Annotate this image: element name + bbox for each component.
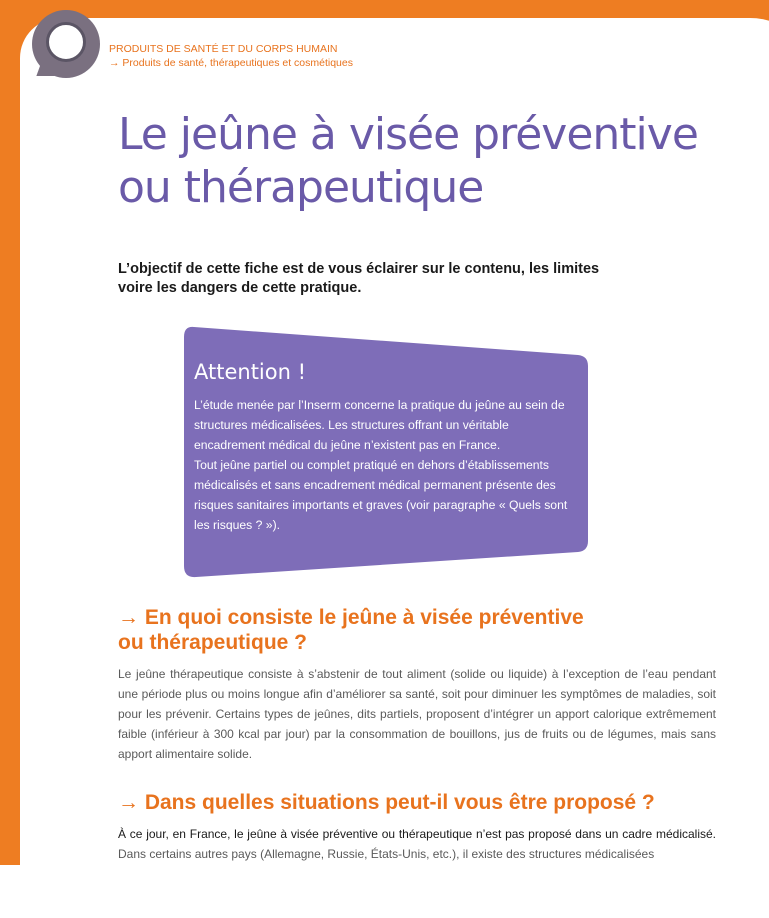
intro-line-2: voire les dangers de cette pratique. — [118, 280, 362, 296]
section-2-lead: À ce jour, en France, le jeûne à visée préventive ou thérapeutique n’est pas proposé dans un cadre médicalisé. — [118, 827, 716, 841]
attention-callout — [182, 325, 588, 579]
section-1-heading-line-1: → En quoi consiste le jeûne à visée préventive — [118, 606, 584, 629]
section-2-body-text: Dans certains autres pays (Allemagne, Russie, États-Unis, etc.), il existe des structures médicalisées — [118, 847, 655, 861]
section-1-heading-line-2: ou thérapeutique ? — [118, 631, 307, 654]
header-subcategory: → Produits de santé, thérapeutiques et cosmétiques — [109, 57, 353, 69]
section-1-body: Le jeûne thérapeutique consiste à s’abstenir de tout aliment (solide ou liquide) à l’exception de l’eau pendant une période plus ou moins longue afin d’améliorer sa santé, soit pour diminuer les symptômes de maladies, soit pour les prévenir. Certains types de jeûnes, dits partiels, proposent d’intégrer un apport calorique extrêmement faible (inférieur à 300 kcal par jour) par la consommation de bouillons, jus de fruits ou de légumes, mais sans apport alimentaire solide. — [118, 667, 716, 761]
header-kicker: LE POINT SUR — [109, 18, 188, 30]
callout-title: Attention ! — [194, 360, 307, 384]
callout-paragraph-1: L’étude menée par l’Inserm concerne la pratique du jeûne au sein de structures médicalisées. Les structures offrant un véritable encadrement médical du jeûne n’existent pas en France. — [194, 398, 565, 452]
callout-paragraph-2: Tout jeûne partiel ou complet pratiqué en dehors d’établissements médicalisés et sans encadrement médical permanent présente des risques sanitaires importants et graves (voir paragraphe « Quels sont les risques ? »). — [194, 458, 568, 532]
title-line-2: ou thérapeutique — [118, 162, 484, 213]
magnifier-lens — [46, 22, 86, 62]
intro-line-1: L’objectif de cette fiche est de vous éclairer sur le contenu, les limites — [118, 261, 600, 277]
intro-text — [118, 260, 678, 298]
section-2-heading: → Dans quelles situations peut-il vous être proposé ? — [118, 791, 655, 814]
section-2-body — [118, 824, 716, 864]
section-1-heading — [118, 605, 638, 655]
callout-body — [194, 395, 576, 535]
title-line-1: Le jeûne à visée préventive — [118, 109, 698, 160]
header-category: PRODUITS DE SANTÉ ET DU CORPS HUMAIN — [109, 43, 338, 55]
page-title — [118, 108, 758, 214]
